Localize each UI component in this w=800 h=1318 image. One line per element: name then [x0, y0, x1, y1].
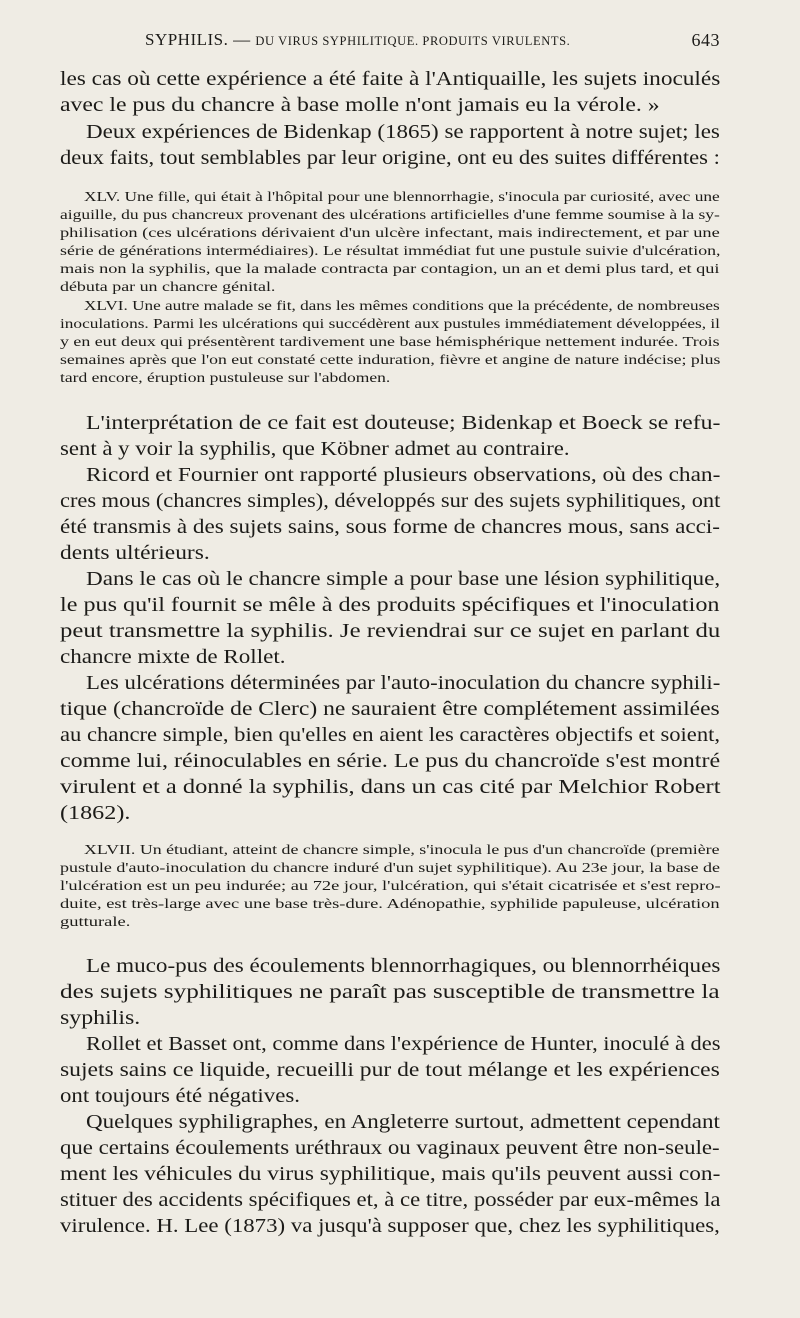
text-line: que certains écoulements uréthraux ou vaginaux peuvent être non-seule- [60, 1137, 720, 1159]
text-line: sujets sains ce liquide, recueilli pur de tout mélange et les expériences [60, 1059, 720, 1081]
running-header [60, 30, 720, 60]
text-line: virulent et a donné la syphilis, dans un cas cité par Melchior Robert [60, 776, 721, 798]
text-line: stituer des accidents spécifiques et, à ce titre, posséder par eux-mêmes la [60, 1189, 721, 1211]
text-line: au chancre simple, bien qu'elles en aient les caractères objectifs et soient, [60, 724, 721, 746]
text-line: Les ulcérations déterminées par l'auto-inoculation du chancre syphili- [86, 672, 721, 694]
text-line: ment les véhicules du virus syphilitique, mais qu'ils peuvent aussi con- [60, 1163, 721, 1185]
running-title [145, 30, 570, 50]
text-line: Dans le cas où le chancre simple a pour base une lésion syphilitique, [86, 568, 721, 590]
header-dash: — [233, 30, 251, 49]
text-line: sent à y voir la syphilis, que Köbner admet au contraire. [60, 438, 570, 460]
observation-line: aiguille, du pus chancreux provenant des ulcérations artificielles d'une femme soumise à la sy- [60, 208, 720, 223]
text-line: peut transmettre la syphilis. Je reviendrai sur ce sujet en parlant du [60, 620, 721, 642]
text-line: Ricord et Fournier ont rapporté plusieurs observations, où des chan- [86, 464, 721, 486]
observation-line: mais non la syphilis, que la malade contracta par contagion, un an et demi plus tard, et qui [60, 262, 720, 277]
observation-line: semaines après que l'on eut constaté cette induration, fièvre et angine de nature indécise; plus [60, 353, 721, 368]
text-line: le pus qu'il fournit se mêle à des produits spécifiques et l'inoculation [60, 594, 720, 616]
observation-line: y en eut deux qui présentèrent tardivement une base hémisphérique nettement indurée. Trois [60, 335, 720, 350]
observation-line: l'ulcération est un peu indurée; au 72e jour, l'ulcération, qui s'était cicatrisée et s'est repro- [60, 879, 721, 894]
text-line: les cas où cette expérience a été faite à l'Antiquaille, les sujets inoculés [60, 68, 721, 90]
observation-line: pustule d'auto-inoculation du chancre induré d'un sujet syphilitique). Au 23e jour, la base de [60, 861, 721, 876]
observation-line: tard encore, éruption pustuleuse sur l'abdomen. [60, 371, 391, 386]
text-line: virulence. H. Lee (1873) va jusqu'à supposer que, chez les syphilitiques, [60, 1215, 720, 1237]
text-line: comme lui, réinoculables en série. Le pus du chancroïde s'est montré [60, 750, 721, 772]
text-line: avec le pus du chancre à base molle n'ont jamais eu la vérole. » [60, 94, 660, 116]
text-line: des sujets syphilitiques ne paraît pas susceptible de transmettre la [60, 981, 720, 1003]
observation-line: inoculations. Parmi les ulcérations qui succédèrent aux pustules immédiatement développées, il [60, 317, 720, 332]
text-line: Rollet et Basset ont, comme dans l'expérience de Hunter, inoculé à des [86, 1033, 721, 1055]
header-subtitle: DU VIRUS SYPHILITIQUE. PRODUITS VIRULENTS. [255, 34, 571, 48]
text-line: deux faits, tout semblables par leur origine, ont eu des suites différentes : [60, 147, 720, 169]
text-line: Quelques syphiligraphes, en Angleterre surtout, admettent cependant [86, 1111, 720, 1133]
observation-line: duite, est très-large avec une base très-dure. Adénopathie, syphilide papuleuse, ulcération [60, 897, 720, 912]
observation-line: XLVI. Une autre malade se fit, dans les mêmes conditions que la précédente, de nombreuses [84, 299, 720, 314]
text-line: Deux expériences de Bidenkap (1865) se rapportent à notre sujet; les [86, 121, 720, 143]
observation-line: philisation (ces ulcérations dérivaient d'un ulcère infectant, mais indirectement, et par une [60, 226, 720, 241]
text-line: tique (chancroïde de Clerc) ne sauraient être complétement assimilées [60, 698, 720, 720]
text-line: ont toujours été négatives. [60, 1085, 300, 1107]
text-line: cres mous (chancres simples), développés sur des sujets syphilitiques, ont [60, 490, 721, 512]
text-line: syphilis. [60, 1007, 141, 1029]
observation-line: gutturale. [60, 915, 131, 930]
text-line: dents ultérieurs. [60, 542, 210, 564]
text-line: L'interprétation de ce fait est douteuse; Bidenkap et Boeck se refu- [86, 412, 721, 434]
observation-line: série de générations intermédiaires). Le résultat immédiat fut une pustule suivie d'ulcération, [60, 244, 721, 259]
text-line: (1862). [60, 802, 131, 824]
page-number: 643 [691, 30, 720, 50]
text-line: chancre mixte de Rollet. [60, 646, 286, 668]
text-line: été transmis à des sujets sains, sous forme de chancres mous, sans acci- [60, 516, 720, 538]
observation-line: XLV. Une fille, qui était à l'hôpital pour une blennorrhagie, s'inocula par curiosité, avec une [84, 190, 720, 205]
observation-line: débuta par un chancre génital. [60, 280, 276, 295]
observation-line: XLVII. Un étudiant, atteint de chancre simple, s'inocula le pus d'un chancroïde (première [84, 843, 720, 858]
header-title: SYPHILIS. [145, 30, 229, 49]
text-line: Le muco-pus des écoulements blennorrhagiques, ou blennorrhéiques [86, 955, 721, 977]
